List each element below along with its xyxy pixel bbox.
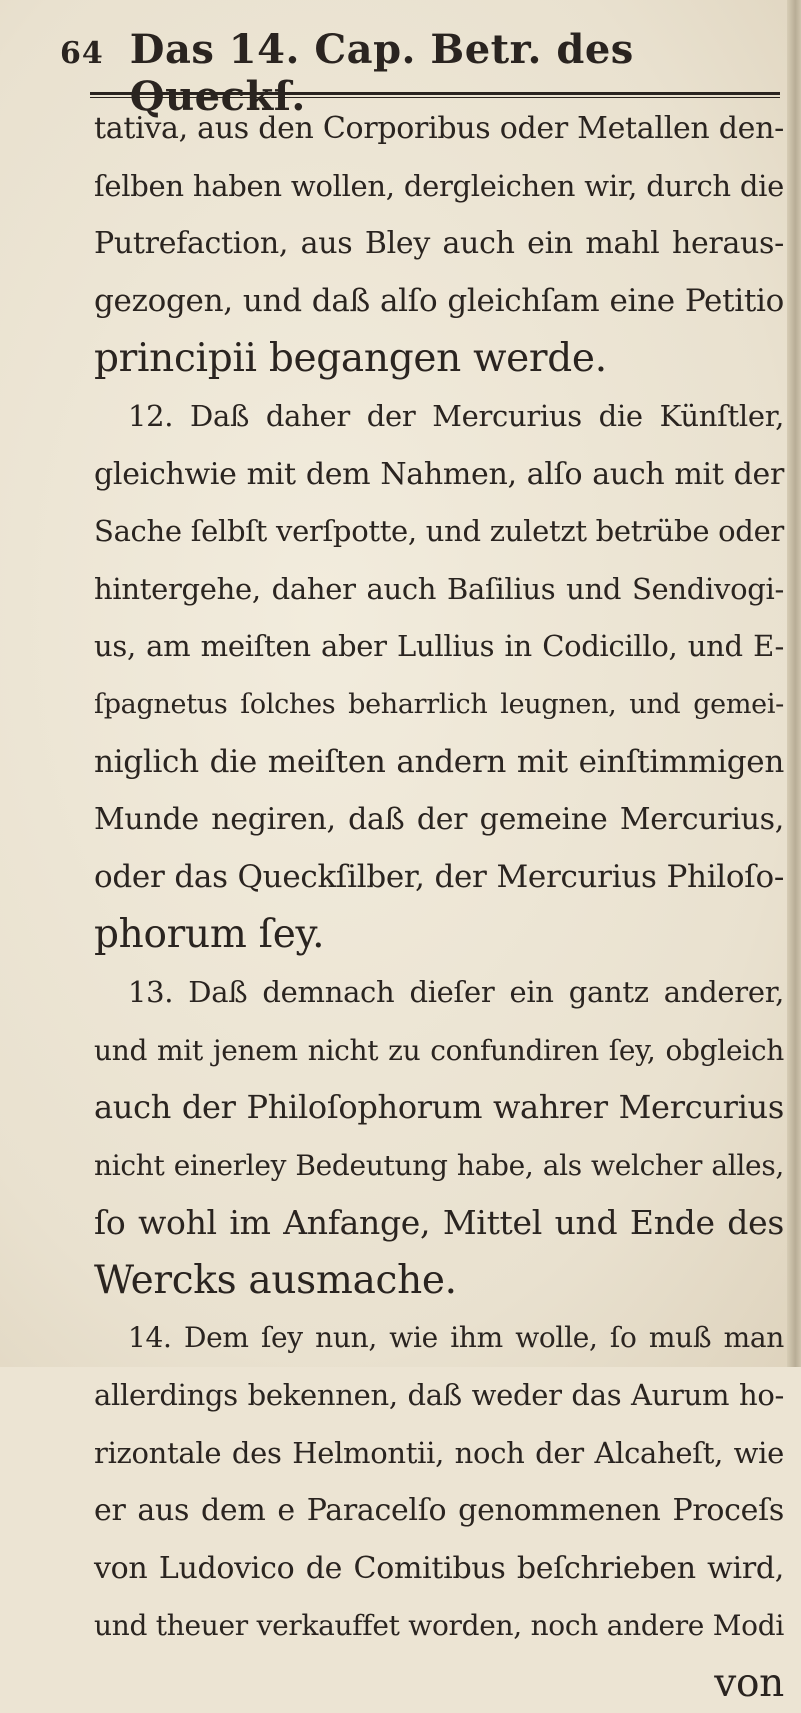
page-edge-shadow xyxy=(787,0,801,1367)
text-line: principii begangen werde. xyxy=(94,336,607,382)
text-line: oder das Queckſilber, der Mercurius Philoſo- xyxy=(94,858,784,895)
text-line: tativa, aus den Corporibus oder Metallen den- xyxy=(94,111,784,146)
text-line: 13. Daß demnach dieſer ein gantz anderer, xyxy=(128,974,784,1009)
text-line: Wercks ausmache. xyxy=(94,1257,457,1303)
text-line: gleichwie mit dem Nahmen, alſo auch mit der xyxy=(94,456,784,492)
text-line: ſpagnetus ſolches beharrlich leugnen, und gemei- xyxy=(94,688,784,720)
text-line: auch der Philoſophorum wahrer Mercurius xyxy=(94,1088,784,1127)
text-line: 12. Daß daher der Mercurius die Künſtler, xyxy=(128,398,784,433)
catchword: von xyxy=(714,1661,784,1707)
text-line: phorum ſey. xyxy=(94,912,325,958)
text-line: Putrefaction, aus Bley auch ein mahl heraus- xyxy=(94,226,784,262)
text-line: rizontale des Helmontii, noch der Alcaheſt, wie xyxy=(94,1435,784,1470)
text-line: ſelben haben wollen, dergleichen wir, durch die xyxy=(94,168,784,203)
page-header xyxy=(60,26,760,120)
text-line: und mit jenem nicht zu confundiren ſey, obgleich xyxy=(94,1033,784,1067)
text-line: nicht einerley Bedeutung habe, als welcher alles, xyxy=(94,1148,784,1182)
body-text xyxy=(94,100,784,1713)
running-head: Das 14. Cap. Betr. des Queckſ. xyxy=(129,26,634,120)
text-line: allerdings bekennen, daß weder das Aurum ho- xyxy=(94,1378,784,1413)
text-line: ſo wohl im Anfange, Mittel und Ende des xyxy=(94,1203,784,1243)
page-number: 64 xyxy=(60,36,104,71)
text-line: 14. Dem ſey nun, wie ihm wolle, ſo muß man xyxy=(128,1321,784,1355)
text-line: gezogen, und daß alſo gleichſam eine Petitio xyxy=(94,282,784,319)
text-line: niglich die meiſten andern mit einſtimmigen xyxy=(94,743,784,780)
text-line: von Ludovico de Comitibus beſchrieben wird, xyxy=(94,1550,784,1586)
text-line: hintergehe, daher auch Baſilius und Sendivogi- xyxy=(94,571,784,606)
text-line: und theuer verkauffet worden, noch andere Modi xyxy=(94,1609,784,1643)
text-line: Sache ſelbſt verſpotte, und zuletzt betrübe oder xyxy=(94,514,784,549)
text-line: Munde negiren, daß der gemeine Mercurius, xyxy=(94,802,784,838)
text-line: us, am meiſten aber Lullius in Codicillo, und E- xyxy=(94,629,784,664)
text-line: er aus dem e Paracelſo genommenen Proceſs xyxy=(94,1493,784,1529)
header-rule xyxy=(90,92,780,98)
